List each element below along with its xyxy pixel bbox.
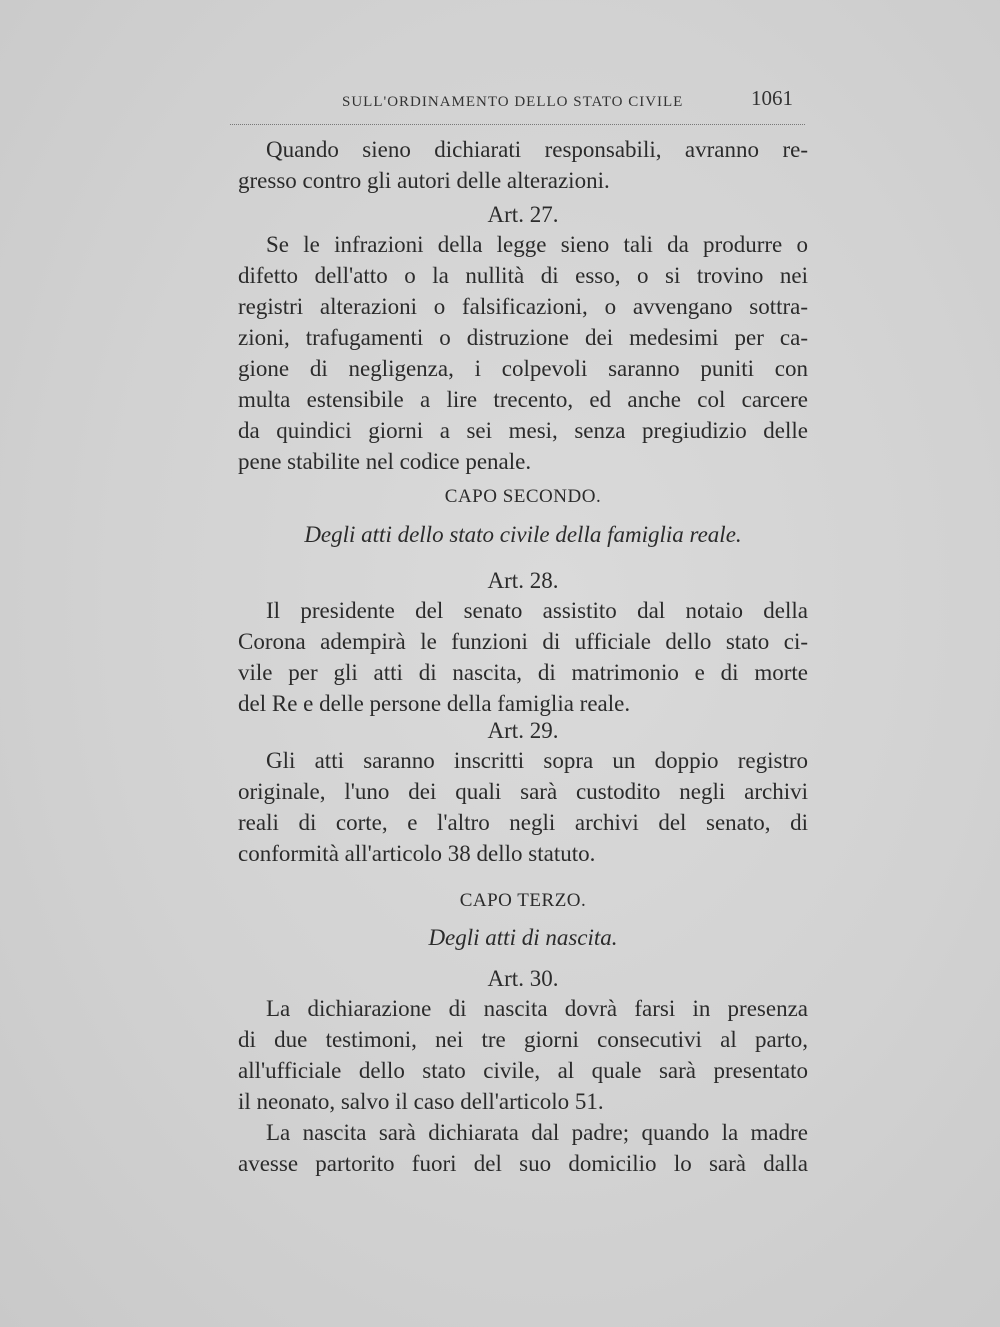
text-line: La dichiarazione di nascita dovrà farsi in presenza bbox=[266, 996, 808, 1021]
text-line: di due testimoni, nei tre giorni consecutivi al parto, bbox=[238, 1027, 808, 1052]
text-line: vile per gli atti di nascita, di matrimonio e di morte bbox=[238, 660, 808, 685]
header-rule bbox=[230, 124, 805, 125]
page-number: 1061 bbox=[751, 86, 793, 110]
text-line: Gli atti saranno inscritti sopra un doppio registro bbox=[266, 748, 808, 773]
article-30-text bbox=[238, 993, 808, 1179]
article-29-text bbox=[238, 745, 808, 869]
paragraph-continuation bbox=[238, 134, 808, 196]
text-line: originale, l'uno dei quali sarà custodito negli archivi bbox=[238, 779, 808, 804]
text-line: il neonato, salvo il caso dell'articolo 51. bbox=[238, 1089, 604, 1114]
capo-secondo-subtitle: Degli atti dello stato civile della famiglia reale. bbox=[304, 522, 742, 547]
capo-terzo-title: CAPO TERZO. bbox=[459, 890, 587, 911]
article-30-heading: Art. 30. bbox=[487, 966, 559, 991]
text-line: Il presidente del senato assistito dal notaio della bbox=[266, 598, 808, 623]
text-line: reali di corte, e l'altro negli archivi del senato, di bbox=[238, 810, 808, 835]
text-line: difetto dell'atto o la nullità di esso, o si trovino nei bbox=[238, 263, 808, 288]
text-line: registri alterazioni o falsificazioni, o avvengano sottra- bbox=[238, 294, 808, 319]
text-line: La nascita sarà dichiarata dal padre; quando la madre bbox=[266, 1120, 808, 1145]
capo-terzo-subtitle: Degli atti di nascita. bbox=[428, 925, 618, 950]
text-line: Se le infrazioni della legge sieno tali da produrre o bbox=[266, 232, 808, 257]
article-28-text bbox=[238, 595, 808, 719]
text-line: zioni, trafugamenti o distruzione dei medesimi per ca- bbox=[238, 325, 808, 350]
text-line: del Re e delle persone della famiglia reale. bbox=[238, 691, 631, 716]
capo-secondo-title: CAPO SECONDO. bbox=[444, 486, 602, 507]
text-line: conformità all'articolo 38 dello statuto. bbox=[238, 841, 596, 866]
text-line: multa estensibile a lire trecento, ed anche col carcere bbox=[238, 387, 808, 412]
page-header bbox=[230, 86, 805, 126]
text-line: all'ufficiale dello stato civile, al quale sarà presentato bbox=[238, 1058, 808, 1083]
text-line: gresso contro gli autori delle alterazioni. bbox=[238, 168, 610, 193]
text-line: Quando sieno dichiarati responsabili, avranno re- bbox=[266, 137, 808, 162]
article-27-text bbox=[238, 229, 808, 477]
article-27-heading: Art. 27. bbox=[487, 202, 559, 227]
running-title: SULL'ORDINAMENTO DELLO STATO CIVILE bbox=[342, 94, 684, 110]
text-line: Corona adempirà le funzioni di ufficiale dello stato ci- bbox=[238, 629, 808, 654]
text-line: da quindici giorni a sei mesi, senza pregiudizio delle bbox=[238, 418, 808, 443]
text-line: avesse partorito fuori del suo domicilio lo sarà dalla bbox=[238, 1151, 808, 1176]
article-29-heading: Art. 29. bbox=[487, 718, 559, 743]
text-line: gione di negligenza, i colpevoli saranno puniti con bbox=[238, 356, 808, 381]
text-line: pene stabilite nel codice penale. bbox=[238, 449, 532, 474]
article-28-heading: Art. 28. bbox=[487, 568, 559, 593]
